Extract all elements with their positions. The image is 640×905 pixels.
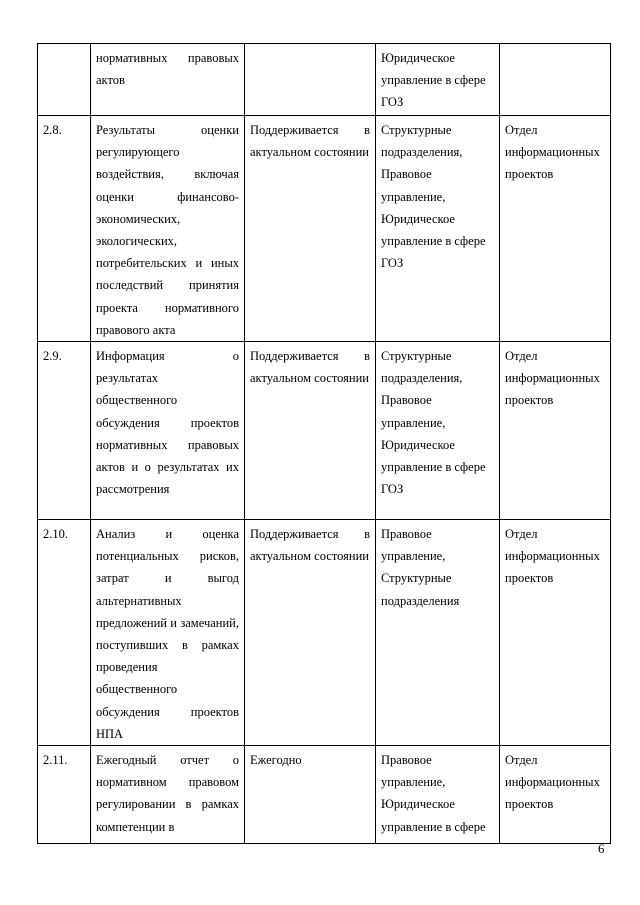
row-number [38, 44, 91, 116]
coordinating-unit: Отдел информационных проектов [500, 342, 611, 520]
coordinating-unit: Отдел информационных проектов [500, 746, 611, 844]
item-name: Результаты оценки регулирующего воздействия, включая оценки финансово-экономических, экологических, потребительских и иных последствий принятия проекта нормативного правового акта [91, 116, 245, 342]
update-frequency: Поддерживается в актуальном состоянии [245, 116, 376, 342]
responsible-unit: Юридическое управление в сфере ГОЗ [376, 44, 500, 116]
responsible-unit: Правовое управление, Юридическое управление в сфере [376, 746, 500, 844]
coordinating-unit: Отдел информационных проектов [500, 116, 611, 342]
page-number: 6 [598, 841, 605, 856]
update-frequency: Поддерживается в актуальном состоянии [245, 342, 376, 520]
row-number: 2.8. [38, 116, 91, 342]
update-frequency [245, 44, 376, 116]
item-name: Информация о результатах общественного обсуждения проектов нормативных правовых актов и о результатах их рассмотрения [91, 342, 245, 520]
row-number: 2.9. [38, 342, 91, 520]
item-name: нормативных правовых актов [91, 44, 245, 116]
table-row [38, 116, 611, 342]
responsible-unit: Структурные подразделения, Правовое управление, Юридическое управление в сфере ГОЗ [376, 116, 500, 342]
table-row [38, 520, 611, 746]
coordinating-unit [500, 44, 611, 116]
table-row [38, 342, 611, 520]
update-frequency: Поддерживается в актуальном состоянии [245, 520, 376, 746]
responsible-unit: Правовое управление, Структурные подразделения [376, 520, 500, 746]
coordinating-unit: Отдел информационных проектов [500, 520, 611, 746]
update-frequency: Ежегодно [245, 746, 376, 844]
table-row [38, 44, 611, 116]
row-number: 2.10. [38, 520, 91, 746]
item-name: Анализ и оценка потенциальных рисков, затрат и выгод альтернативных предложений и замечаний, поступивших в рамках проведения общественного обсуждения проектов НПА [91, 520, 245, 746]
item-name: Ежегодный отчет о нормативном правовом регулировании в рамках компетенции в [91, 746, 245, 844]
responsible-unit: Структурные подразделения, Правовое управление, Юридическое управление в сфере ГОЗ [376, 342, 500, 520]
table-row [38, 746, 611, 844]
row-number: 2.11. [38, 746, 91, 844]
plan-table [37, 43, 611, 844]
